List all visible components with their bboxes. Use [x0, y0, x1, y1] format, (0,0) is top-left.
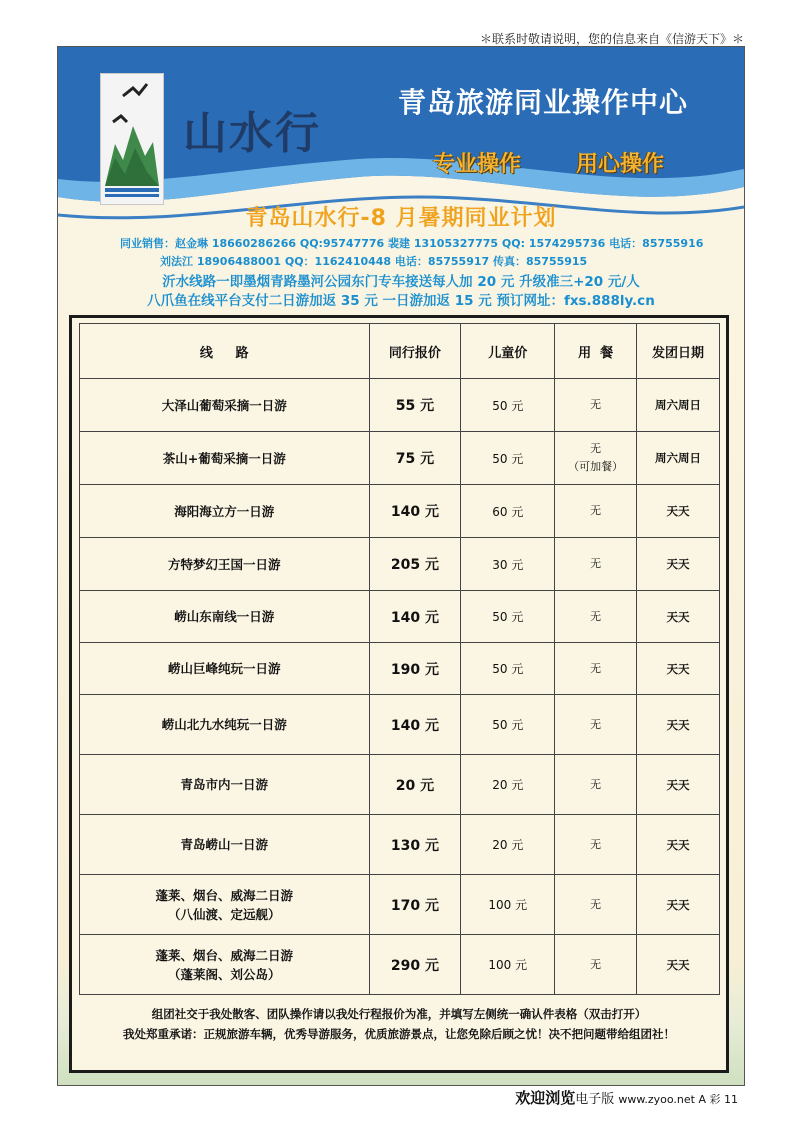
- departure-cell: 天天: [637, 695, 720, 755]
- edition-text: 电子版: [575, 1092, 615, 1107]
- price-cell: 55 元: [369, 379, 461, 432]
- meal-cell: 无: [555, 485, 637, 538]
- departure-cell: 天天: [637, 935, 720, 995]
- col-meal: 用 餐: [555, 324, 637, 379]
- meal-cell: 无: [555, 755, 637, 815]
- route-cell: 崂山东南线一日游: [80, 591, 370, 643]
- table-row: [80, 875, 720, 935]
- price-cell: 140 元: [369, 695, 461, 755]
- departure-cell: 天天: [637, 485, 720, 538]
- note-line: 八爪鱼在线平台支付二日游加返 35 元 一日游加返 15 元 预订网址：fxs.888ly.cn: [147, 293, 655, 309]
- col-route: 线 路: [80, 324, 370, 379]
- route-cell: 茶山+葡萄采摘一日游: [80, 432, 370, 485]
- price-cell: 190 元: [369, 643, 461, 695]
- welcome-text: 欢迎浏览: [515, 1089, 576, 1107]
- price-cell: 290 元: [369, 935, 461, 995]
- table-row: [80, 432, 720, 485]
- table-header-row: [80, 324, 720, 379]
- price-cell: 130 元: [369, 815, 461, 875]
- price-cell: 170 元: [369, 875, 461, 935]
- price-cell: 205 元: [369, 538, 461, 591]
- departure-cell: 天天: [637, 643, 720, 695]
- meal-cell: 无 （可加餐）: [555, 432, 637, 485]
- departure-cell: 周六周日: [637, 432, 720, 485]
- col-departure: 发团日期: [637, 324, 720, 379]
- route-cell: 海阳海立方一日游: [80, 485, 370, 538]
- table-row: [80, 538, 720, 591]
- price-cell: 75 元: [369, 432, 461, 485]
- note-line: 沂水线路一即墨烟青路墨河公园东门专车接送每人加 20 元 升级准三+20 元/人: [162, 274, 640, 290]
- contact-line: 刘法江 18906488001 QQ：1162410448 电话：85755917 传真：85755915: [160, 255, 588, 268]
- table-row: [80, 379, 720, 432]
- child-price-cell: 50 元: [461, 643, 555, 695]
- route-cell: 方特梦幻王国一日游: [80, 538, 370, 591]
- route-cell: 崂山巨峰纯玩一日游: [80, 643, 370, 695]
- table-row: [80, 643, 720, 695]
- mountain-logo-icon: [101, 74, 163, 204]
- route-cell: 青岛崂山一日游: [80, 815, 370, 875]
- center-title: 青岛旅游同业操作中心: [398, 86, 689, 119]
- departure-cell: 周六周日: [637, 379, 720, 432]
- route-cell: 蓬莱、烟台、威海二日游 （蓬莱阁、刘公岛）: [80, 935, 370, 995]
- departure-cell: 天天: [637, 591, 720, 643]
- price-cell: 20 元: [369, 755, 461, 815]
- departure-cell: 天天: [637, 755, 720, 815]
- sales-contacts: [120, 235, 703, 271]
- price-cell: 140 元: [369, 591, 461, 643]
- flyer-frame: [57, 46, 745, 1086]
- slogan-attentive: 用心操作: [576, 152, 665, 177]
- table-row: [80, 485, 720, 538]
- table-row: [80, 695, 720, 755]
- logo: [100, 73, 164, 205]
- child-price-cell: 50 元: [461, 695, 555, 755]
- col-child-price: 儿童价: [461, 324, 555, 379]
- booking-notes: [58, 273, 744, 311]
- table-row: [80, 935, 720, 995]
- meal-cell: 无: [555, 591, 637, 643]
- route-cell: 大泽山葡萄采摘一日游: [80, 379, 370, 432]
- agency-notice: [72, 1004, 726, 1044]
- child-price-cell: 60 元: [461, 485, 555, 538]
- meal-cell: 无: [555, 695, 637, 755]
- child-price-cell: 30 元: [461, 538, 555, 591]
- child-price-cell: 50 元: [461, 591, 555, 643]
- route-cell: 青岛市内一日游: [80, 755, 370, 815]
- route-cell: 蓬莱、烟台、威海二日游 （八仙渡、定远舰）: [80, 875, 370, 935]
- child-price-cell: 100 元: [461, 935, 555, 995]
- meal-cell: 无: [555, 815, 637, 875]
- price-cell: 140 元: [369, 485, 461, 538]
- departure-cell: 天天: [637, 538, 720, 591]
- source-note: ＊联系时敬请说明，您的信息来自《信游天下》＊: [479, 32, 744, 46]
- slogan-professional: 专业操作: [433, 152, 522, 177]
- meal-cell: 无: [555, 935, 637, 995]
- meal-cell: 无: [555, 379, 637, 432]
- child-price-cell: 20 元: [461, 815, 555, 875]
- brand-name: 山水行: [183, 108, 321, 159]
- site-text: www.zyoo.net A 彩 11: [618, 1093, 738, 1106]
- table-row: [80, 815, 720, 875]
- meal-cell: 无: [555, 538, 637, 591]
- departure-cell: 天天: [637, 875, 720, 935]
- table-row: [80, 755, 720, 815]
- page-footer: [515, 1087, 738, 1108]
- price-table-box: [69, 315, 729, 1073]
- child-price-cell: 100 元: [461, 875, 555, 935]
- child-price-cell: 50 元: [461, 432, 555, 485]
- departure-cell: 天天: [637, 815, 720, 875]
- plan-title: 青岛山水行-8 月暑期同业计划: [245, 206, 557, 231]
- child-price-cell: 20 元: [461, 755, 555, 815]
- contact-line: 同业销售：赵金琳 18660286266 QQ:95747776 裴建 13105327775 QQ: 1574295736 电话：85755916: [120, 237, 704, 250]
- route-cell: 崂山北九水纯玩一日游: [80, 695, 370, 755]
- meal-cell: 无: [555, 875, 637, 935]
- table-row: [80, 591, 720, 643]
- col-price: 同行报价: [369, 324, 461, 379]
- price-table: [79, 323, 720, 995]
- meal-cell: 无: [555, 643, 637, 695]
- notice-line: 组团社交于我处散客、团队操作请以我处行程报价为准，并填写左侧统一确认件表格（双击打开）: [151, 1007, 647, 1021]
- notice-line: 我处郑重承诺：正规旅游车辆，优秀导游服务，优质旅游景点，让您免除后顾之忧！决不把问题带给组团社！: [123, 1027, 675, 1041]
- child-price-cell: 50 元: [461, 379, 555, 432]
